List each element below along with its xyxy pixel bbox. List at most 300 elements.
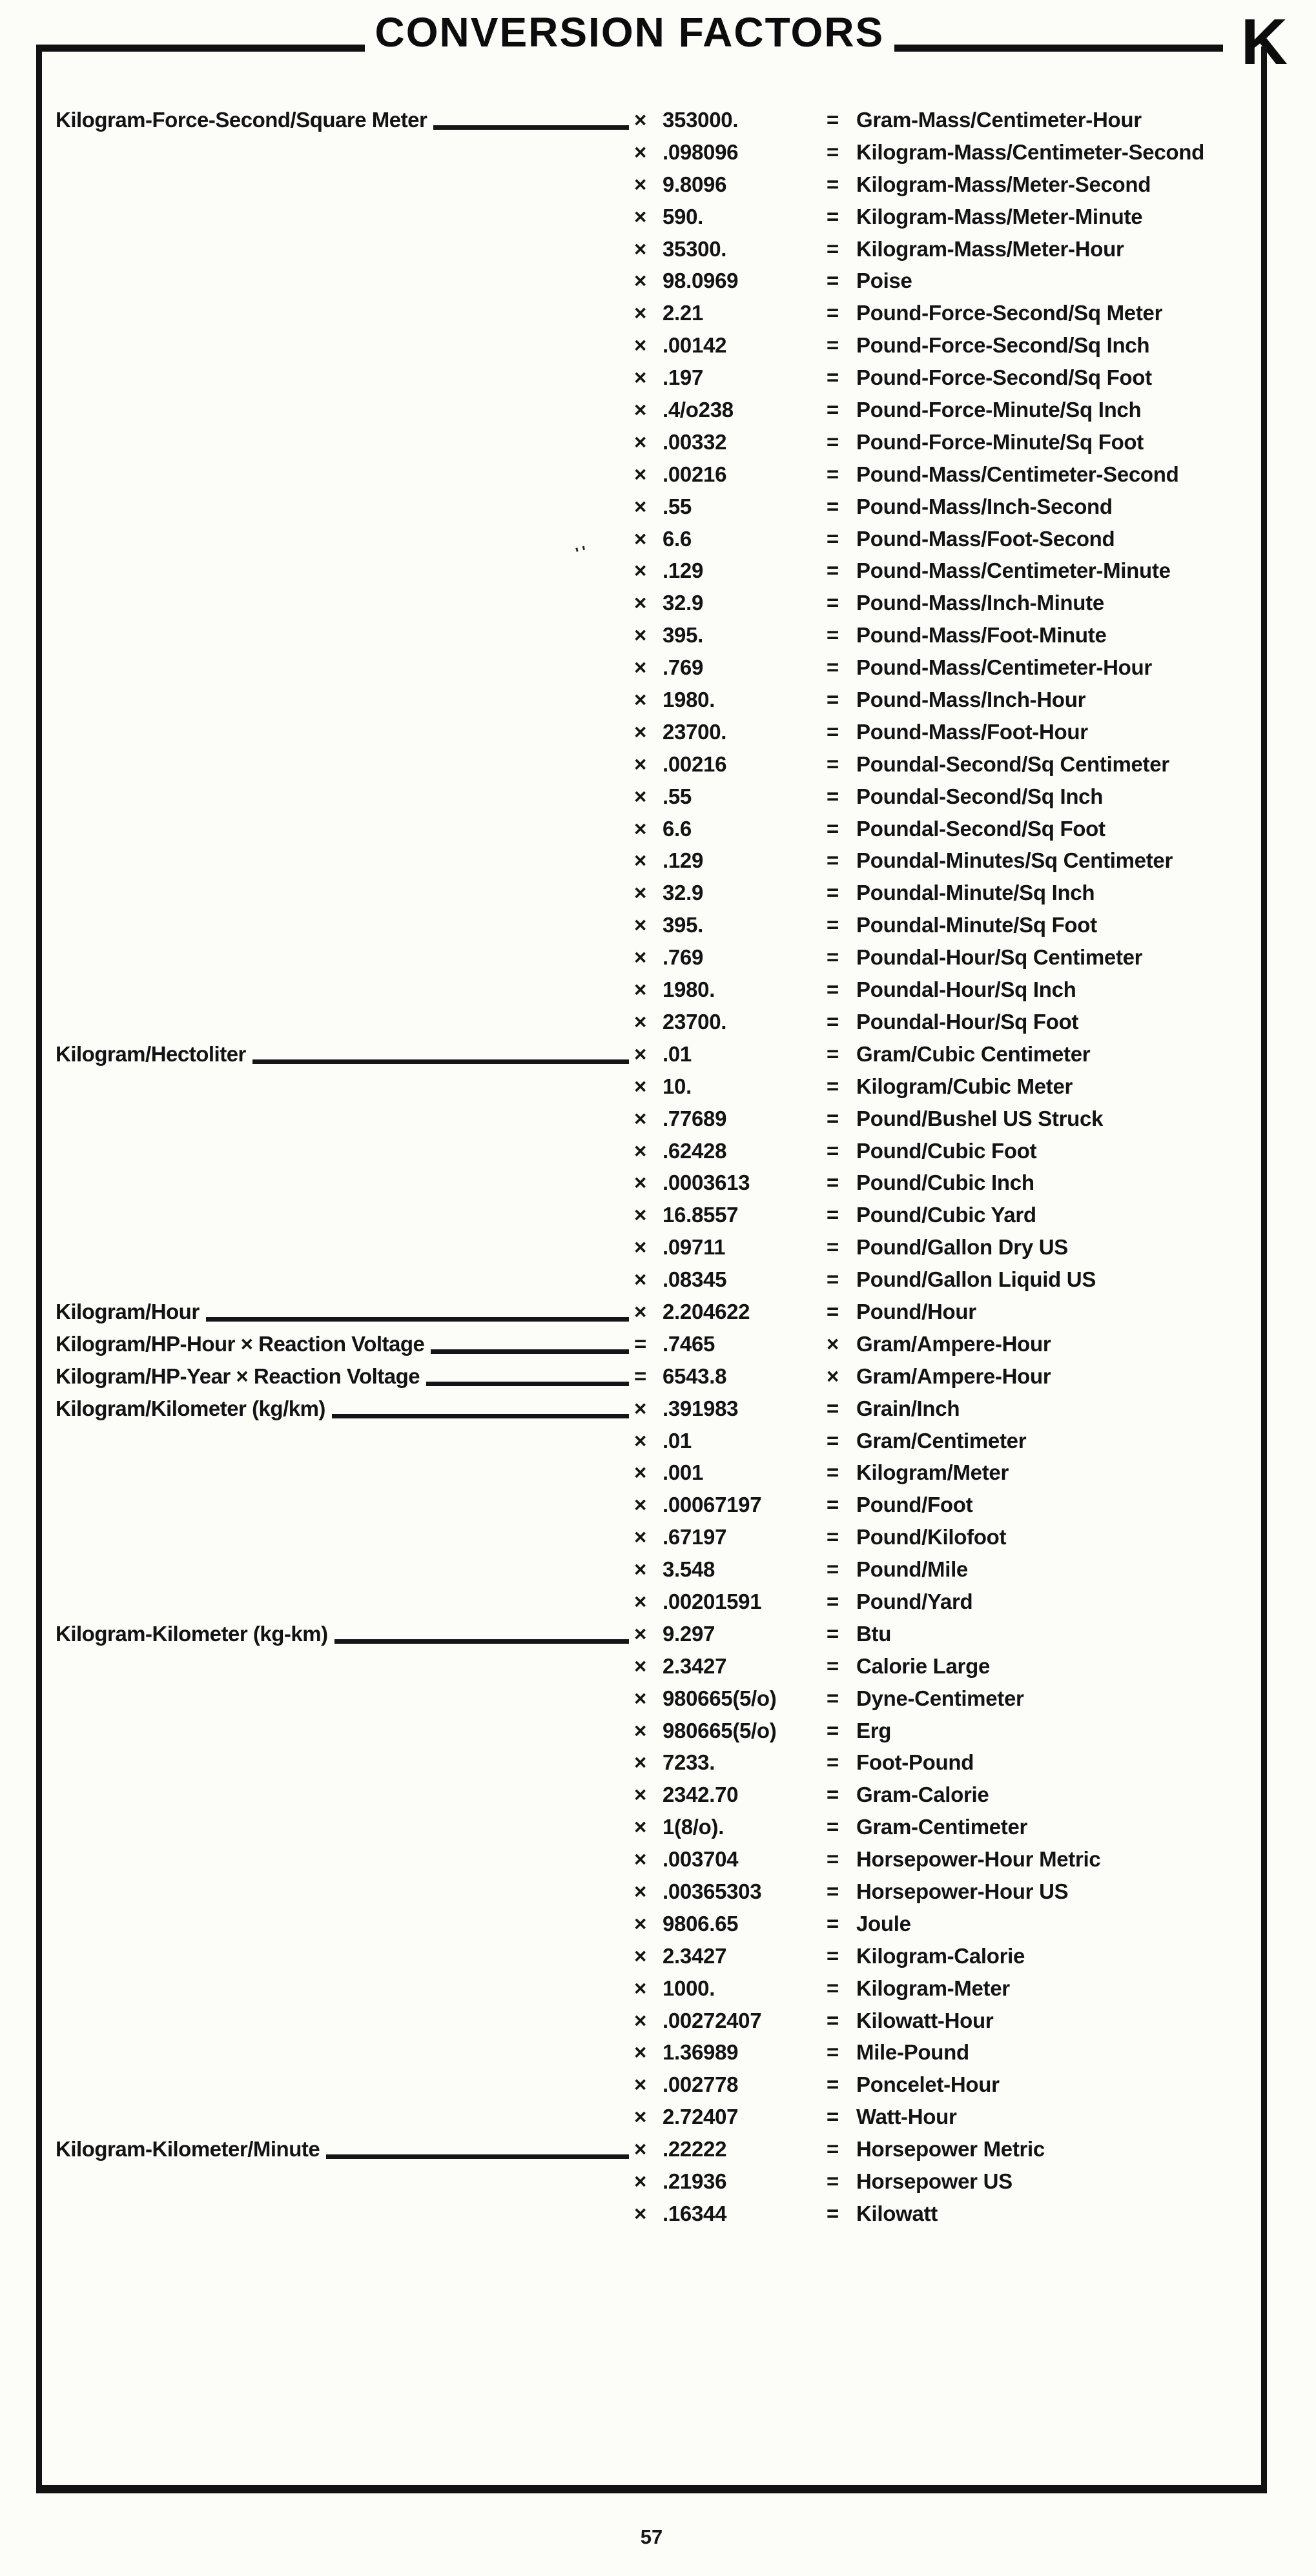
factor-value: 9806.65 bbox=[663, 1911, 739, 1936]
factor-cell bbox=[634, 172, 726, 197]
factor-operator: × bbox=[634, 2072, 646, 2097]
factor-cell bbox=[634, 688, 715, 712]
factor-operator: × bbox=[634, 301, 646, 325]
result-unit: Btu bbox=[856, 1621, 892, 1646]
result-cell bbox=[827, 1300, 976, 1324]
table-row bbox=[56, 1042, 1246, 1074]
factor-value: .003704 bbox=[663, 1847, 739, 1872]
factor-operator: × bbox=[634, 236, 646, 261]
result-operator: = bbox=[827, 848, 839, 873]
result-unit: Pound-Force-Minute/Sq Foot bbox=[856, 429, 1144, 454]
factor-cell bbox=[634, 1235, 725, 1260]
factor-value: 1980. bbox=[663, 977, 715, 1002]
factor-value: 98.0969 bbox=[663, 269, 739, 293]
factor-operator: × bbox=[634, 1943, 646, 1968]
factor-value: .62428 bbox=[663, 1138, 727, 1163]
factor-value: .098096 bbox=[663, 139, 739, 164]
result-cell bbox=[827, 2072, 1000, 2097]
result-unit: Pound/Gallon Liquid US bbox=[856, 1267, 1096, 1292]
result-unit: Pound-Mass/Inch-Hour bbox=[856, 688, 1086, 712]
result-cell bbox=[827, 1139, 1036, 1163]
factor-value: .00332 bbox=[663, 429, 727, 454]
result-operator: = bbox=[827, 1460, 839, 1485]
result-operator: = bbox=[827, 881, 839, 905]
factor-value: .01 bbox=[663, 1041, 692, 1066]
result-operator: = bbox=[827, 333, 839, 358]
table-row bbox=[56, 913, 1246, 945]
result-operator: = bbox=[827, 2169, 839, 2193]
result-operator: = bbox=[827, 1525, 839, 1549]
factor-value: 590. bbox=[663, 204, 704, 229]
table-row bbox=[56, 881, 1246, 913]
factor-cell bbox=[634, 333, 726, 358]
result-cell bbox=[827, 1074, 1073, 1099]
result-cell bbox=[827, 430, 1144, 455]
result-unit: Poise bbox=[856, 269, 912, 293]
result-operator: = bbox=[827, 429, 839, 454]
factor-cell bbox=[634, 2009, 761, 2033]
factor-operator: × bbox=[634, 172, 646, 196]
factor-value: .09711 bbox=[663, 1235, 726, 1260]
result-unit: Poundal-Minute/Sq Inch bbox=[856, 881, 1095, 905]
factor-value: 1000. bbox=[663, 1976, 715, 2000]
factor-cell bbox=[634, 2169, 726, 2194]
unit-label-wrap bbox=[56, 1042, 634, 1067]
result-unit: Watt-Hour bbox=[856, 2105, 957, 2129]
table-row bbox=[56, 1912, 1246, 1944]
result-cell bbox=[827, 1364, 1051, 1389]
factor-cell bbox=[634, 462, 726, 487]
factor-operator: × bbox=[634, 1718, 646, 1743]
factor-value: 2.21 bbox=[663, 301, 704, 325]
leader-line bbox=[433, 125, 629, 130]
factor-cell bbox=[634, 752, 726, 777]
result-unit: Joule bbox=[856, 1911, 911, 1936]
result-cell bbox=[827, 333, 1149, 358]
result-operator: = bbox=[827, 784, 839, 808]
result-unit: Calorie Large bbox=[856, 1653, 991, 1678]
result-unit: Kilowatt bbox=[856, 2201, 938, 2225]
table-row bbox=[56, 1847, 1246, 1879]
factor-value: .00365303 bbox=[663, 1879, 762, 1903]
factor-value: 32.9 bbox=[663, 881, 704, 905]
result-cell bbox=[827, 269, 912, 293]
result-cell bbox=[827, 1460, 1009, 1485]
factor-value: .55 bbox=[663, 784, 692, 808]
result-cell bbox=[827, 1590, 972, 1614]
factor-cell bbox=[634, 108, 738, 132]
result-operator: = bbox=[827, 398, 839, 422]
factor-operator: = bbox=[634, 1364, 646, 1388]
table-row bbox=[56, 1654, 1246, 1686]
factor-cell bbox=[634, 2202, 726, 2226]
result-operator: = bbox=[827, 1783, 839, 1807]
table-row bbox=[56, 462, 1246, 495]
result-operator: = bbox=[827, 1170, 839, 1195]
factor-operator: × bbox=[634, 2008, 646, 2032]
factor-cell bbox=[634, 720, 726, 744]
factor-cell bbox=[634, 205, 703, 229]
table-row bbox=[56, 1976, 1246, 2009]
factor-operator: × bbox=[634, 269, 646, 293]
factor-cell bbox=[634, 1912, 738, 1936]
factor-value: 32.9 bbox=[663, 591, 704, 615]
factor-cell bbox=[634, 558, 703, 583]
factor-operator: × bbox=[634, 1911, 646, 1936]
table-row bbox=[56, 140, 1246, 172]
factor-cell bbox=[634, 1429, 692, 1453]
table-row bbox=[56, 688, 1246, 720]
factor-cell bbox=[634, 655, 703, 680]
result-operator: = bbox=[827, 688, 839, 712]
factor-cell bbox=[634, 1493, 761, 1517]
result-unit: Kilogram/Cubic Meter bbox=[856, 1074, 1073, 1098]
result-operator: = bbox=[827, 2072, 839, 2097]
factor-value: 2.204622 bbox=[663, 1299, 750, 1324]
factor-cell bbox=[634, 1847, 738, 1872]
table-row bbox=[56, 1074, 1246, 1107]
result-operator: = bbox=[827, 139, 839, 164]
result-unit: Poundal-Second/Sq Centimeter bbox=[856, 751, 1169, 776]
page-title: CONVERSION FACTORS bbox=[375, 9, 885, 56]
result-operator: = bbox=[827, 558, 839, 583]
factor-value: 980665(5/o) bbox=[663, 1686, 777, 1710]
result-operator: = bbox=[827, 591, 839, 615]
result-unit: Kilogram-Mass/Meter-Second bbox=[856, 172, 1151, 196]
factor-cell bbox=[634, 1622, 715, 1646]
factor-cell bbox=[634, 1074, 692, 1099]
factor-cell bbox=[634, 140, 738, 165]
factor-operator: × bbox=[634, 655, 646, 680]
table-row bbox=[56, 1815, 1246, 1847]
factor-cell bbox=[634, 1654, 726, 1679]
table-border-box bbox=[36, 46, 1267, 2493]
result-cell bbox=[827, 462, 1179, 487]
factor-operator: × bbox=[634, 1815, 646, 1839]
table-row bbox=[56, 2105, 1246, 2137]
factor-cell bbox=[634, 881, 703, 905]
factor-cell bbox=[634, 495, 692, 519]
table-row bbox=[56, 1170, 1246, 1203]
unit-label-wrap bbox=[56, 1332, 634, 1356]
result-cell bbox=[827, 140, 1204, 165]
factor-value: 23700. bbox=[663, 1009, 727, 1034]
factor-operator: × bbox=[634, 881, 646, 905]
factor-operator: × bbox=[634, 2137, 646, 2162]
result-unit: Gram-Calorie bbox=[856, 1783, 989, 1807]
table-row bbox=[56, 301, 1246, 333]
result-cell bbox=[827, 817, 1105, 841]
factor-value: .00142 bbox=[663, 333, 727, 358]
result-cell bbox=[827, 237, 1124, 261]
result-unit: Gram/Centimeter bbox=[856, 1428, 1027, 1453]
result-unit: Foot-Pound bbox=[856, 1750, 974, 1775]
result-cell bbox=[827, 301, 1162, 325]
factor-operator: × bbox=[634, 1009, 646, 1034]
factor-operator: × bbox=[634, 913, 646, 937]
factor-cell bbox=[634, 1750, 715, 1775]
factor-cell bbox=[634, 1396, 738, 1421]
factor-operator: × bbox=[634, 1557, 646, 1582]
result-operator: = bbox=[827, 1621, 839, 1646]
table-row bbox=[56, 1750, 1246, 1783]
table-row bbox=[56, 945, 1246, 977]
scan-artifact: '' bbox=[573, 542, 592, 562]
factor-cell bbox=[634, 1976, 715, 2001]
result-cell bbox=[827, 527, 1115, 551]
factor-value: .4/o238 bbox=[663, 398, 734, 422]
factor-operator: × bbox=[634, 1299, 646, 1324]
result-operator: = bbox=[827, 623, 839, 648]
result-cell bbox=[827, 591, 1104, 615]
page-number: 57 bbox=[640, 2526, 663, 2548]
factor-value: .002778 bbox=[663, 2072, 739, 2097]
factor-value: 2.3427 bbox=[663, 1653, 727, 1678]
result-unit: Pound-Mass/Foot-Hour bbox=[856, 719, 1088, 744]
result-unit: Poundal-Minutes/Sq Centimeter bbox=[856, 848, 1173, 873]
factor-operator: × bbox=[634, 751, 646, 776]
factor-value: 2342.70 bbox=[663, 1783, 739, 1807]
table-row bbox=[56, 1107, 1246, 1139]
result-cell bbox=[827, 1686, 1024, 1711]
factor-operator: × bbox=[634, 1783, 646, 1807]
factor-cell bbox=[634, 1139, 726, 1163]
factor-value: .001 bbox=[663, 1460, 704, 1485]
table-row bbox=[56, 720, 1246, 752]
result-unit: Pound/Hour bbox=[856, 1299, 976, 1324]
section-letter: K bbox=[1237, 15, 1291, 68]
unit-label-wrap bbox=[56, 1300, 634, 1324]
result-cell bbox=[827, 1557, 968, 1582]
factor-operator: × bbox=[634, 558, 646, 583]
result-unit: Kilowatt-Hour bbox=[856, 2008, 994, 2032]
result-operator: = bbox=[827, 2040, 839, 2065]
result-cell bbox=[827, 1493, 972, 1517]
result-cell bbox=[827, 2169, 1013, 2194]
result-operator: = bbox=[827, 1557, 839, 1582]
factor-operator: × bbox=[634, 526, 646, 551]
unit-label: Kilogram/Hour bbox=[56, 1299, 200, 1324]
result-operator: = bbox=[827, 2137, 839, 2162]
result-operator: = bbox=[827, 204, 839, 229]
result-unit: Pound/Bushel US Struck bbox=[856, 1106, 1104, 1130]
table-row bbox=[56, 1783, 1246, 1815]
factor-value: 16.8557 bbox=[663, 1203, 739, 1227]
result-cell bbox=[827, 1267, 1096, 1292]
result-unit: Pound-Mass/Inch-Second bbox=[856, 494, 1113, 518]
result-unit: Gram/Ampere-Hour bbox=[856, 1364, 1051, 1388]
factor-cell bbox=[634, 1590, 761, 1614]
result-unit: Pound/Yard bbox=[856, 1589, 973, 1613]
factor-operator: × bbox=[634, 1686, 646, 1710]
factor-operator: × bbox=[634, 977, 646, 1002]
leader-line bbox=[252, 1059, 629, 1064]
table-row bbox=[56, 1493, 1246, 1525]
result-unit: Pound-Mass/Centimeter-Minute bbox=[856, 558, 1171, 583]
result-cell bbox=[827, 1235, 1068, 1260]
result-operator: = bbox=[827, 1493, 839, 1517]
result-unit: Pound-Force-Second/Sq Inch bbox=[856, 333, 1150, 358]
factor-value: .22222 bbox=[663, 2137, 727, 2162]
factor-value: .769 bbox=[663, 945, 704, 970]
result-unit: Kilogram-Calorie bbox=[856, 1943, 1025, 1968]
result-operator: = bbox=[827, 1041, 839, 1066]
factor-operator: × bbox=[634, 1267, 646, 1292]
table-row bbox=[56, 977, 1246, 1010]
table-row bbox=[56, 1879, 1246, 1912]
result-unit: Horsepower-Hour Metric bbox=[856, 1847, 1101, 1872]
factor-operator: × bbox=[634, 816, 646, 841]
result-cell bbox=[827, 1042, 1090, 1067]
factor-operator: × bbox=[634, 204, 646, 229]
table-row bbox=[56, 2169, 1246, 2202]
factor-operator: × bbox=[634, 1750, 646, 1775]
result-operator: = bbox=[827, 1396, 839, 1420]
result-operator: = bbox=[827, 1267, 839, 1292]
factor-cell bbox=[634, 1944, 726, 1968]
result-cell bbox=[827, 752, 1169, 777]
unit-label-wrap bbox=[56, 108, 634, 132]
factor-cell bbox=[634, 1783, 738, 1807]
result-cell bbox=[827, 205, 1142, 229]
leader-line bbox=[332, 1414, 629, 1418]
result-operator: = bbox=[827, 1686, 839, 1710]
table-row bbox=[56, 1267, 1246, 1300]
result-operator: = bbox=[827, 1911, 839, 1936]
factor-operator: × bbox=[634, 591, 646, 615]
result-cell bbox=[827, 2009, 993, 2033]
factor-operator: × bbox=[634, 494, 646, 518]
table-row bbox=[56, 1525, 1246, 1557]
result-unit: Poundal-Second/Sq Inch bbox=[856, 784, 1104, 808]
result-operator: = bbox=[827, 494, 839, 518]
table-row bbox=[56, 1300, 1246, 1332]
result-unit: Pound-Mass/Centimeter-Hour bbox=[856, 655, 1152, 680]
factor-cell bbox=[634, 301, 703, 325]
unit-label: Kilogram-Kilometer/Minute bbox=[56, 2137, 320, 2162]
factor-value: .21936 bbox=[663, 2169, 727, 2193]
factor-operator: × bbox=[634, 1653, 646, 1678]
result-cell bbox=[827, 1203, 1036, 1227]
table-row bbox=[56, 205, 1246, 237]
factor-cell bbox=[634, 1267, 726, 1292]
factor-operator: × bbox=[634, 2040, 646, 2065]
result-operator: = bbox=[827, 2105, 839, 2129]
factor-value: .129 bbox=[663, 558, 704, 583]
factor-operator: × bbox=[634, 1170, 646, 1195]
result-operator: = bbox=[827, 1203, 839, 1227]
result-unit: Horsepower Metric bbox=[856, 2137, 1045, 2162]
result-operator: = bbox=[827, 1879, 839, 1903]
result-cell bbox=[827, 398, 1141, 422]
factor-operator: × bbox=[634, 1847, 646, 1872]
result-operator: = bbox=[827, 172, 839, 196]
factor-operator: × bbox=[634, 1396, 646, 1420]
factor-cell bbox=[634, 1042, 692, 1067]
factor-value: 2.3427 bbox=[663, 1943, 727, 1968]
factor-cell bbox=[634, 237, 726, 261]
factor-value: 6543.8 bbox=[663, 1364, 727, 1388]
factor-cell bbox=[634, 1203, 738, 1227]
result-operator: = bbox=[827, 269, 839, 293]
factor-value: .00272407 bbox=[663, 2008, 762, 2032]
result-operator: = bbox=[827, 1074, 839, 1098]
factor-operator: × bbox=[634, 1879, 646, 1903]
result-cell bbox=[827, 945, 1142, 970]
result-operator: = bbox=[827, 1750, 839, 1775]
unit-label: Kilogram/HP-Year × Reaction Voltage bbox=[56, 1364, 420, 1388]
result-unit: Grain/Inch bbox=[856, 1396, 960, 1420]
result-unit: Kilogram-Mass/Centimeter-Second bbox=[856, 139, 1204, 164]
unit-label-wrap bbox=[56, 1364, 634, 1389]
leader-line bbox=[334, 1639, 629, 1644]
result-unit: Pound-Mass/Centimeter-Second bbox=[856, 462, 1179, 486]
result-cell bbox=[827, 688, 1085, 712]
factor-operator: × bbox=[634, 1074, 646, 1098]
factor-cell bbox=[634, 1364, 726, 1389]
factor-operator: × bbox=[634, 719, 646, 744]
factor-operator: × bbox=[634, 688, 646, 712]
result-operator: = bbox=[827, 1653, 839, 1678]
factor-operator: × bbox=[634, 1428, 646, 1453]
factor-operator: × bbox=[634, 1976, 646, 2000]
table-row bbox=[56, 591, 1246, 623]
result-operator: = bbox=[827, 1428, 839, 1453]
result-operator: = bbox=[827, 1106, 839, 1130]
factor-value: .391983 bbox=[663, 1396, 739, 1420]
factor-value: .00216 bbox=[663, 462, 727, 486]
table-row bbox=[56, 752, 1246, 784]
result-operator: × bbox=[827, 1331, 839, 1356]
table-row bbox=[56, 237, 1246, 269]
factor-value: .08345 bbox=[663, 1267, 727, 1292]
conversion-rows bbox=[56, 108, 1246, 2234]
table-row bbox=[56, 1944, 1246, 1976]
factor-operator: × bbox=[634, 2105, 646, 2129]
table-row bbox=[56, 2202, 1246, 2234]
result-unit: Gram-Mass/Centimeter-Hour bbox=[856, 108, 1142, 132]
factor-value: 9.8096 bbox=[663, 172, 727, 196]
result-cell bbox=[827, 913, 1097, 937]
result-unit: Horsepower-Hour US bbox=[856, 1879, 1069, 1903]
result-unit: Pound-Force-Second/Sq Meter bbox=[856, 301, 1163, 325]
result-operator: = bbox=[827, 977, 839, 1002]
table-row bbox=[56, 526, 1246, 562]
factor-cell bbox=[634, 1815, 724, 1839]
result-unit: Pound/Cubic Foot bbox=[856, 1138, 1037, 1163]
result-unit: Kilogram/Meter bbox=[856, 1460, 1009, 1485]
result-cell bbox=[827, 720, 1088, 744]
table-row bbox=[56, 2072, 1246, 2105]
result-unit: Pound/Foot bbox=[856, 1493, 973, 1517]
result-unit: Pound/Gallon Dry US bbox=[856, 1235, 1068, 1260]
factor-operator: × bbox=[634, 1621, 646, 1646]
unit-label-wrap bbox=[56, 2137, 634, 2162]
factor-cell bbox=[634, 784, 692, 809]
factor-cell bbox=[634, 1170, 750, 1195]
result-unit: Pound/Kilofoot bbox=[856, 1525, 1007, 1549]
table-row bbox=[56, 1396, 1246, 1429]
factor-cell bbox=[634, 269, 738, 293]
factor-cell bbox=[634, 2137, 726, 2162]
result-cell bbox=[827, 1622, 891, 1646]
table-row bbox=[56, 655, 1246, 688]
result-unit: Pound-Force-Minute/Sq Inch bbox=[856, 398, 1142, 422]
factor-cell bbox=[634, 1300, 750, 1324]
result-unit: Horsepower US bbox=[856, 2169, 1013, 2193]
leader-line bbox=[426, 1382, 629, 1386]
result-operator: = bbox=[827, 1299, 839, 1324]
